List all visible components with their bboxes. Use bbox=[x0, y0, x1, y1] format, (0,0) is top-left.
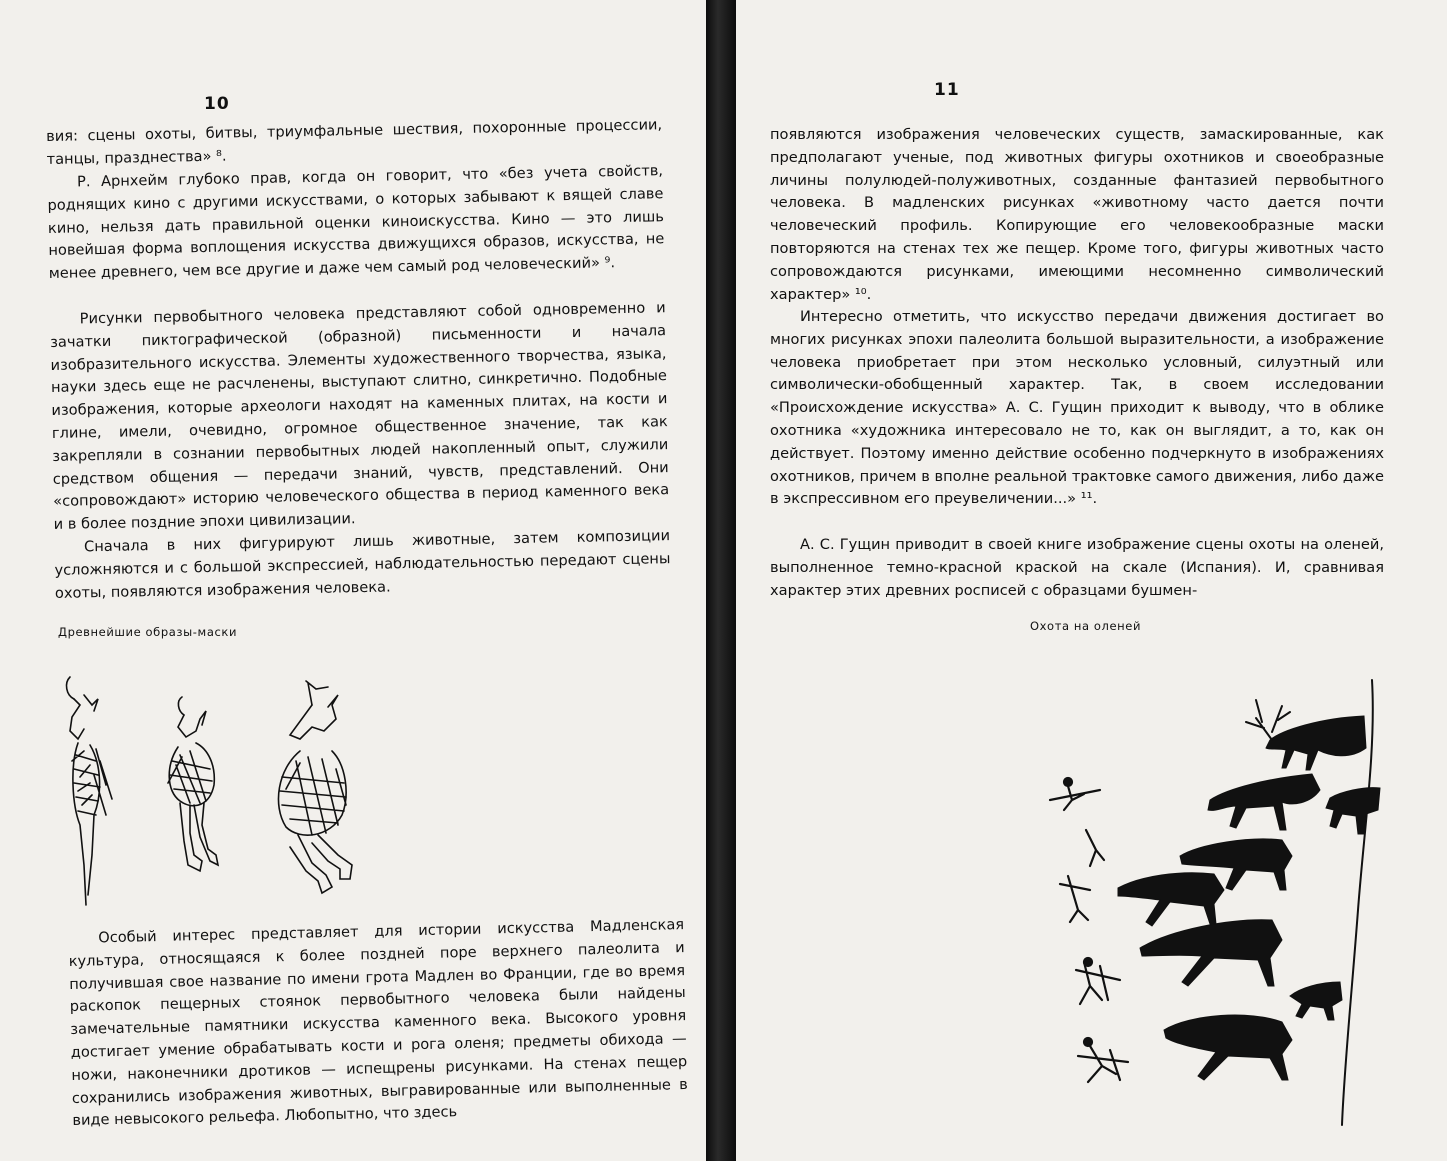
hunter-figures bbox=[1050, 778, 1128, 1082]
page-number-left: 10 bbox=[204, 94, 230, 114]
left-text-upper bbox=[46, 114, 671, 606]
left-figure-caption: Древнейшие образы-маски bbox=[58, 625, 238, 639]
left-paragraph-3: Рисунки первобытного человека представляют собой одновременно и зачатки пиктографической (образной) письменности и начала изобразительного искусства. Элементы художественного творчества, языка, науки здесь еще не расчленены, выступают слитно, синкретично. Подобные изображения, которые археологи находят на каменных плитах, на кости и глине, имели, очевидно, огромное общественное значение, так как закрепляли в сознании первобытных людей накопленный опыт, служили средством общения — передачи знаний, чувств, представлений. Они «сопровождают» историю человеческого общества в период каменного века и в более поздние эпохи цивилизации. bbox=[49, 299, 670, 534]
left-paragraph-2: Р. Арнхейм глубоко прав, когда он говорит, что «без учета свойств, роднящих кино с другими искусствами, о которых забывают к вящей славе кино, нельзя дать правильной оценки киноискусства. Кино — это лишь новейшая форма воплощения искусства движущихся образов, искусства, не менее древнего, чем все другие и даже чем самый род человеческий» ⁹. bbox=[47, 162, 665, 283]
deer-3 bbox=[1326, 788, 1380, 834]
left-text-lower bbox=[68, 914, 689, 1148]
page-number-right: 11 bbox=[934, 80, 960, 100]
right-paragraph-1: появляются изображения человеческих существ, замаскированные, как предполагают ученые, под животных фигуры охотников и своеобразные личины полулюдей-полуживотных, созданные фантазией первобытного человека. В мадленских рисунках «животному часто дается почти человеческий профиль. Копирующие его человекообразные маски повторяются на стенах тех же пещер. Кроме того, фигуры животных часто сопровождаются рисунками, имеющими несомненно символический характер» ¹⁰. bbox=[770, 126, 1384, 303]
left-page bbox=[0, 0, 706, 1161]
right-figure-caption: Охота на оленей bbox=[1030, 619, 1142, 633]
deer-1 bbox=[1246, 700, 1366, 770]
left-paragraph-5: Особый интерес представляет для истории искусства Мадленская культура, относящаяся к более поздней поре верхнего палеолита и получившая свое название по имени грота Мадлен во Франции, где во время раскопок пещерных стоянок первобытного человека были найдены замечательные памятники искусства каменного века. Высокого уровня достигает умение обрабатывать кости и рога оленя; предметы обихода — ножи, наконечники дротиков — испещрены рисунками. На стенах пещер сохранились изображения животных, выгравированные или выполненные в виде невысокого рельефа. Любопытно, что здесь bbox=[68, 916, 688, 1130]
mask-figure-2 bbox=[168, 697, 218, 871]
right-paragraph-3: А. С. Гущин приводит в своей книге изображение сцены охоты на оленей, выполненное темно-красной краской на скале (Испания). И, сравнивая характер этих древних росписей с образцами бушмен- bbox=[770, 536, 1384, 599]
right-text bbox=[770, 124, 1384, 604]
deer-8 bbox=[1164, 1015, 1292, 1080]
mask-figure-3 bbox=[278, 681, 352, 893]
book-gutter bbox=[706, 0, 736, 1161]
left-paragraph-4: Сначала в них фигурируют лишь животные, затем композиции усложняются и с большой экспрессией, наблюдательностью передают сцены охоты, появляются изображения человека. bbox=[54, 527, 671, 602]
right-page bbox=[736, 0, 1447, 1161]
deer-5 bbox=[1118, 873, 1224, 926]
mask-figure-1 bbox=[67, 677, 112, 905]
mask-figures-illustration bbox=[50, 665, 370, 915]
left-paragraph-1: вия: сцены охоты, битвы, триумфальные шествия, похоронные процессии, танцы, празднества» ⁸. bbox=[46, 116, 663, 168]
right-paragraph-2: Интересно отметить, что искусство передачи движения достигает во многих рисунках эпохи палеолита большой выразительности, а изображение человека приобретает при этом несколько условный, силуэтный или символически-обобщенный характер. Так, в своем исследовании «Происхождение искусства» А. С. Гущин приходит к выводу, что в облике охотника «художника интересовало не то, как он выглядит, а то, как он действует. Поэтому именно действие особенно подчеркнуто в изображениях охотников, причем в вполне реальной трактовке самого движения, либо даже в экспрессивном его преувеличении...» ¹¹. bbox=[770, 308, 1384, 508]
deer-hunt-illustration bbox=[1020, 670, 1400, 1130]
deer-6 bbox=[1140, 920, 1282, 986]
deer-2 bbox=[1208, 774, 1320, 830]
deer-7 bbox=[1290, 982, 1342, 1020]
